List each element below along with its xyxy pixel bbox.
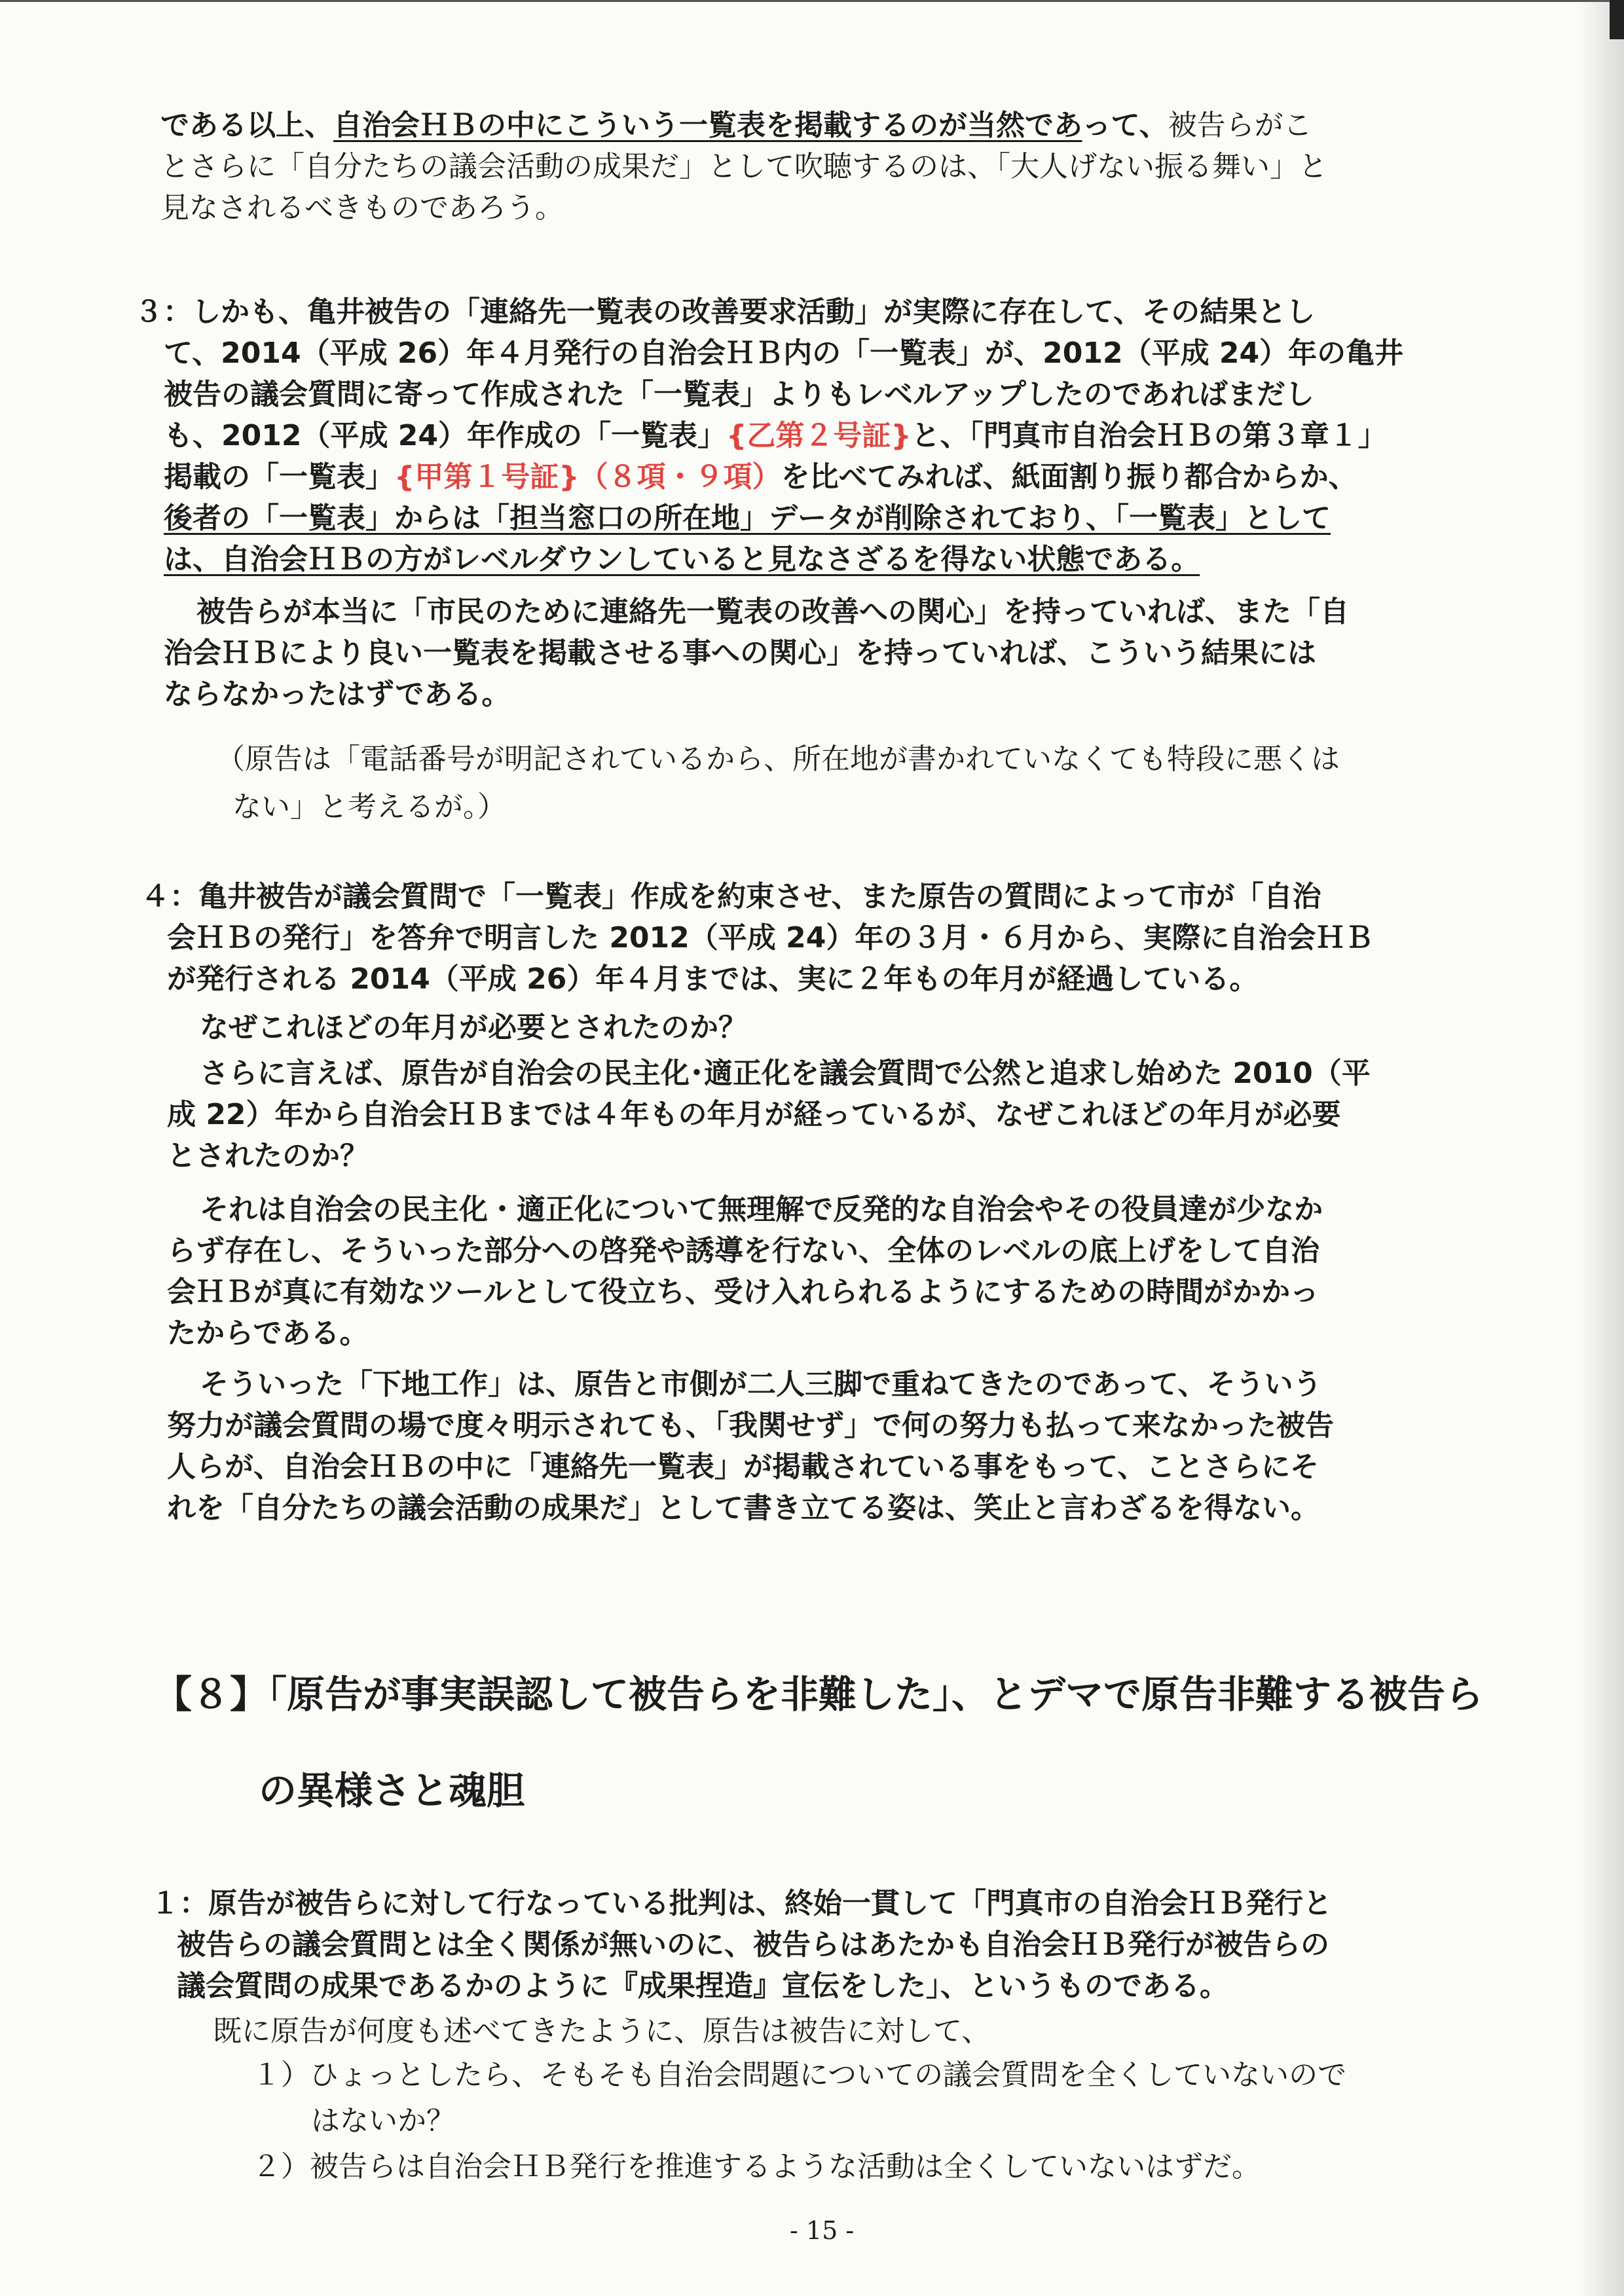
item4-line-3: が発行される 2014（平成 26）年４月までは、実に２年もの年月が経過している。	[167, 962, 1259, 996]
item4-line-9: らず存在し、そういった部分への啓発や誘導を行ない、全体のレベルの底上げをして自治	[167, 1234, 1320, 1267]
item4-line-4: なぜこれほどの年月が必要とされたのか？	[200, 1011, 747, 1044]
item3-line-10: ならなかったはずである。	[164, 678, 511, 711]
section-8-heading-line-1: 【８】「原告が事実誤認して被告らを非難した」、とデマで原告非難する被告ら	[154, 1672, 1484, 1717]
s8-item1-line-4: 既に原告が何度も述べてきたように、原告は被告に対して、	[213, 2014, 991, 2048]
item3-line-9: 治会ＨＢにより良い一覧表を掲載させる事への関心」を持っていれば、こういう結果には	[164, 636, 1316, 670]
s8-sub1-line-1: １）ひょっとしたら、そもそも自治会問題についての議会質問を全くしていないので	[252, 2058, 1347, 2092]
scan-edge-top	[0, 0, 1624, 2]
item4-line-6: 成 22）年から自治会ＨＢまでは４年もの年月が経っているが、なぜこれほどの年月が必要	[167, 1098, 1341, 1131]
s8-item1-line-3: 議会質問の成果であるかのように『成果捏造』宣伝をした」、というものである。	[177, 1969, 1228, 2003]
item3-line-5: 掲載の「一覧表」{甲第１号証}（８項・９項）を比べてみれば、紙面割り振り都合からか、	[164, 460, 1357, 494]
item4-line-12: そういった「下地工作」は、原告と市側が二人三脚で重ねてきたのであって、そういう	[200, 1368, 1322, 1401]
item3-line-6: 後者の「一覧表」からは「担当窓口の所在地」データが削除されており、「一覧表」として	[164, 501, 1331, 535]
intro-line-3: 見なされるべきものであろう。	[160, 191, 564, 225]
item3-line-2: て、2014（平成 26）年４月発行の自治会ＨＢ内の「一覧表」が、2012（平成 24）年の亀井	[164, 337, 1404, 370]
scan-edge-corner	[1610, 0, 1624, 39]
item4-line-7: とされたのか？	[167, 1139, 369, 1173]
item3-line-3: 被告の議会質問に寄って作成された「一覧表」よりもレベルアップしたのであればまだし	[164, 378, 1314, 411]
s8-sub1-line-2: はないか？	[311, 2104, 455, 2138]
intro-line-2: とさらに「自分たちの議会活動の成果だ」として吹聴するのは、「大人げない振る舞い」と	[160, 150, 1327, 183]
page-number: - 15 -	[790, 2216, 855, 2245]
item4-line-8: それは自治会の民主化・適正化について無理解で反発的な自治会やその役員達が少なか	[200, 1193, 1323, 1226]
section-8-heading-line-2: の異様さと魂胆	[259, 1768, 525, 1813]
evidence-ref-otsu-2: {乙第２号証}	[726, 419, 912, 452]
s8-sub2-line-1: ２）被告らは自治会ＨＢ発行を推進するような活動は全くしていないはずだ。	[252, 2150, 1261, 2183]
item3-line-1: ３：しかも、亀井被告の「連絡先一覧表の改善要求活動」が実際に存在して、その結果とし	[134, 295, 1316, 329]
s8-item1-line-1: １：原告が被告らに対して行なっている批判は、終始一貫して「門真市の自治会ＨＢ発行と	[151, 1887, 1332, 1920]
intro-line-1: である以上、自治会ＨＢの中にこういう一覧表を掲載するのが当然であって、被告らがこ	[160, 109, 1312, 142]
evidence-ref-kou-1: {甲第１号証}（８項・９項）	[394, 460, 781, 494]
item3-note-line-2: ない」と考えるが。）	[232, 790, 506, 824]
item4-line-15: れを「自分たちの議会活動の成果だ」として書き立てる姿は、笑止と言わざるを得ない。	[167, 1491, 1320, 1525]
item3-line-4: も、2012（平成 24）年作成の「一覧表」{乙第２号証}と、「門真市自治会ＨＢの第３章１」	[164, 419, 1387, 452]
item3-line-7: は、自治会ＨＢの方がレベルダウンしていると見なさざるを得ない状態である。	[164, 543, 1200, 576]
item3-note-line-1: （原告は「電話番号が明記されているから、所在地が書かれていなくても特段に悪くは	[216, 742, 1340, 776]
item4-line-1: ４：亀井被告が議会質問で「一覧表」作成を約束させ、また原告の質問によって市が「自治	[141, 880, 1321, 913]
item4-line-2: 会ＨＢの発行」を答弁で明言した 2012（平成 24）年の３月・６月から、実際に自治会ＨＢ	[167, 921, 1374, 955]
item4-line-5: さらに言えば、原告が自治会の民主化･適正化を議会質問で公然と追求し始めた 2010（平	[200, 1057, 1371, 1090]
item4-line-13: 努力が議会質問の場で度々明示されても、「我関せず」で何の努力も払って来なかった被告	[167, 1409, 1334, 1442]
item4-line-10: 会ＨＢが真に有効なツールとして役立ち、受け入れられるようにするための時間がかかっ	[167, 1275, 1320, 1309]
item3-line-8: 被告らが本当に「市民のために連絡先一覧表の改善への関心」を持っていれば、また「自	[196, 595, 1349, 629]
scan-edge-shadow	[1578, 0, 1624, 2296]
item4-line-14: 人らが、自治会ＨＢの中に「連絡先一覧表」が掲載されている事をもって、ことさらにそ	[167, 1450, 1320, 1484]
s8-item1-line-2: 被告らの議会質問とは全く関係が無いのに、被告らはあたかも自治会ＨＢ発行が被告らの	[177, 1928, 1329, 1961]
item4-line-11: たからである。	[167, 1317, 369, 1350]
